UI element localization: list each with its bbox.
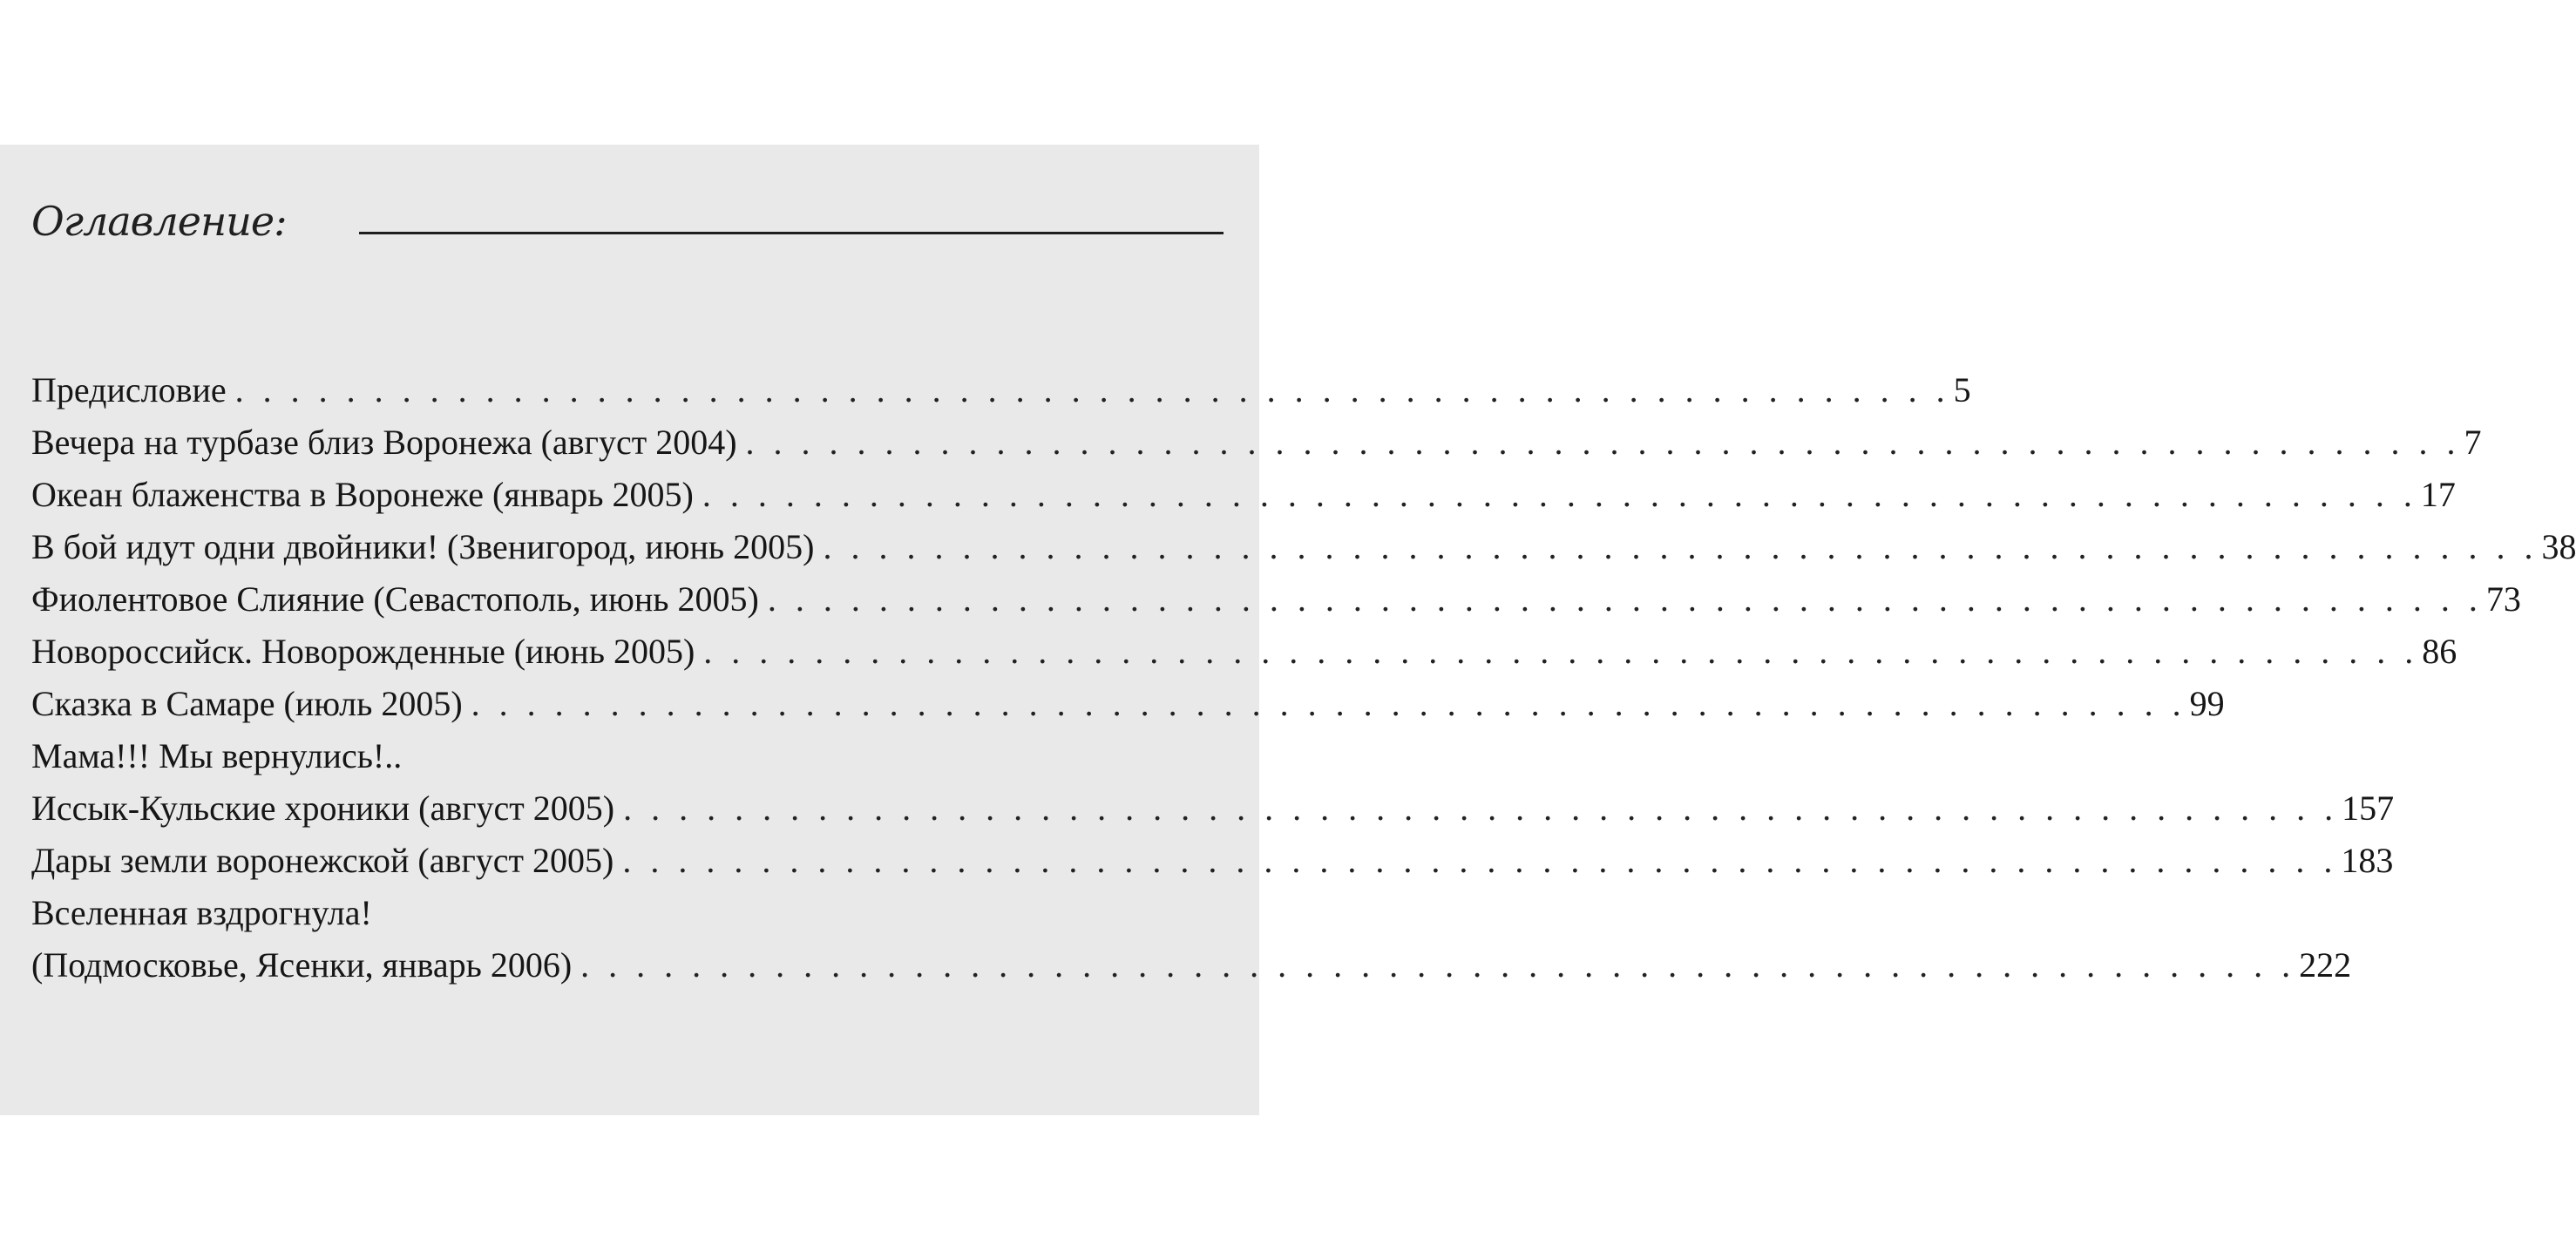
table-of-contents [31, 364, 2576, 992]
toc-entry-page: 38 [2541, 527, 2576, 566]
toc-entry-page: 183 [2341, 841, 2394, 880]
toc-leader-dots: . . . . . . . . . . . . . . . . . . . . . . . . . . . . . . . . . . . . . . . . . . . . . . . . . . . . . . . . . . . . . . [702, 475, 2417, 514]
toc-entry [31, 678, 2225, 730]
toc-leader-dots: . . . . . . . . . . . . . . . . . . . . . . . . . . . . . . . . . . . . . . . . . . . . . . . . . . . . . . . . . . . . . . [823, 527, 2539, 566]
toc-entry-title: Сказка в Самаре (июль 2005) [31, 684, 463, 723]
toc-leader-dots: . . . . . . . . . . . . . . . . . . . . . . . . . . . . . . . . . . . . . . . . . . . . . . . . . . . . . . . . . . . . . . [471, 684, 2186, 723]
toc-entry-page: 222 [2299, 945, 2352, 985]
toc-entry-title: Фиолентовое Слияние (Севастополь, июнь 2005) [31, 579, 759, 619]
toc-entry-page: 157 [2342, 789, 2395, 828]
toc-entry [31, 835, 2394, 887]
heading-row [31, 195, 1224, 247]
toc-entry-title: В бой идут одни двойники! (Звенигород, июнь 2005) [31, 527, 815, 566]
toc-entry-title: Вечера на турбазе близ Воронежа (август 2004) [31, 423, 737, 462]
toc-entry [31, 469, 2456, 521]
toc-entry [31, 730, 1204, 782]
toc-entry-page: 73 [2485, 579, 2521, 619]
toc-entry [31, 521, 2576, 573]
heading-rule [359, 232, 1224, 234]
toc-leader-dots: . . . . . . . . . . . . . . . . . . . . . . . . . . . . . . . . . . . . . . . . . . . . . . . . . . . . . . . . . . . . . . [703, 632, 2419, 671]
toc-entry-page: 17 [2420, 475, 2456, 514]
toc-entry-page: 86 [2422, 632, 2457, 671]
toc-entry [31, 416, 2482, 469]
book-page [0, 145, 2576, 1115]
toc-entry-title: Вселенная вздрогнула! [31, 893, 372, 932]
toc-leader-dots: . . . . . . . . . . . . . . . . . . . . . . . . . . . . . . . . . . . . . . . . . . . . . . . . . . . . . . . . . . . . . . [745, 423, 2461, 462]
toc-entry-page: 5 [1953, 370, 1971, 410]
toc-entry-title: Новороссийск. Новорожденные (июнь 2005) [31, 632, 695, 671]
toc-entry-title: Предисловие [31, 370, 227, 410]
toc-entry [31, 573, 2521, 626]
toc-entry-page: 99 [2189, 684, 2225, 723]
toc-entry [31, 626, 2457, 678]
toc-entry-title: Дары земли воронежской (август 2005) [31, 841, 614, 880]
toc-entry [31, 887, 1204, 939]
toc-leader-dots: . . . . . . . . . . . . . . . . . . . . . . . . . . . . . . . . . . . . . . . . . . . . . . . . . . . . . . . . . . . . . . [234, 370, 1950, 410]
toc-leader-dots: . . . . . . . . . . . . . . . . . . . . . . . . . . . . . . . . . . . . . . . . . . . . . . . . . . . . . . . . . . . . . . [580, 945, 2296, 985]
toc-leader-dots: . . . . . . . . . . . . . . . . . . . . . . . . . . . . . . . . . . . . . . . . . . . . . . . . . . . . . . . . . . . . . . [622, 841, 2338, 880]
toc-leader-dots: . . . . . . . . . . . . . . . . . . . . . . . . . . . . . . . . . . . . . . . . . . . . . . . . . . . . . . . . . . . . . . [767, 579, 2483, 619]
toc-entry-title: Океан блаженства в Воронеже (январь 2005) [31, 475, 694, 514]
toc-entry-title: Иссык-Кульские хроники (август 2005) [31, 789, 615, 828]
toc-entry [31, 364, 1971, 416]
toc-entry-title: Мама!!! Мы вернулись!.. [31, 736, 403, 775]
toc-entry [31, 782, 2395, 835]
toc-entry-title: (Подмосковье, Ясенки, январь 2006) [31, 945, 573, 985]
toc-entry [31, 939, 2352, 992]
toc-entry-page: 7 [2464, 423, 2482, 462]
page-heading: Оглавление: [31, 198, 287, 245]
toc-leader-dots: . . . . . . . . . . . . . . . . . . . . . . . . . . . . . . . . . . . . . . . . . . . . . . . . . . . . . . . . . . . . . . [623, 789, 2339, 828]
